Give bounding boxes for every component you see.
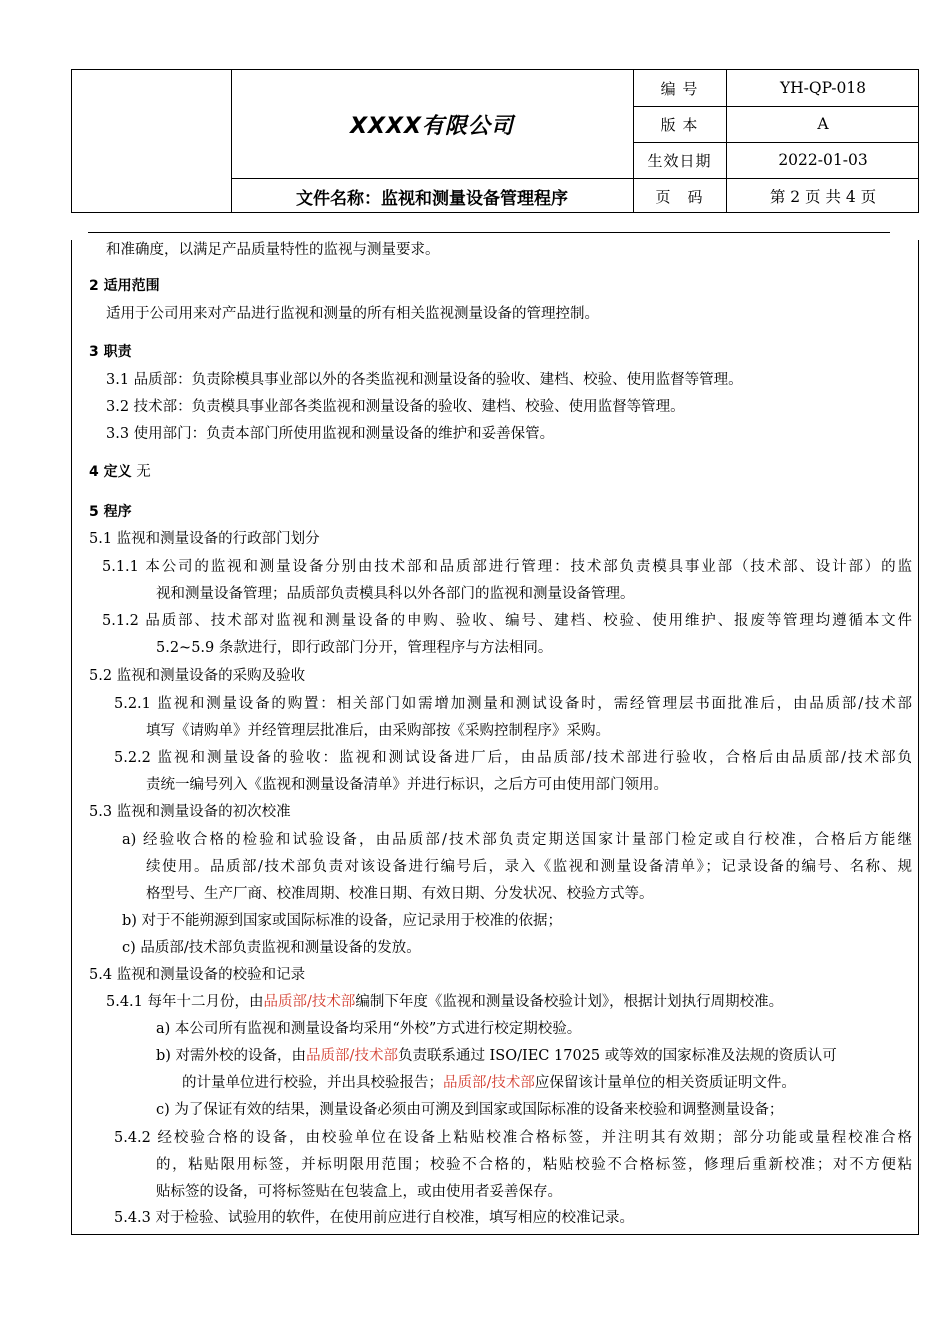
body-line: 3.3 使用部门：负责本部门所使用监视和测量设备的维护和妥善保管。	[106, 426, 555, 442]
body-line: 视和测量设备管理；品质部负责模具科以外各部门的监视和测量设备管理。	[156, 586, 635, 602]
body-line: 和准确度，以满足产品质量特性的监视与测量要求。	[106, 242, 440, 258]
value-version: A	[817, 115, 829, 133]
body-line: 5.4.3 对于检验、试验用的软件，在使用前应进行自校准，填写相应的校准记录。	[114, 1210, 635, 1226]
body-line: 续使用。品质部/技术部负责对该设备进行编号后，录入《监视和测量设备清单》；记录设备的编号、名称、规	[146, 859, 912, 875]
section-heading-procedure: 5 程序	[89, 504, 132, 520]
body-line: c) 为了保证有效的结果，测量设备必须由可溯及到国家或国际标准的设备来校验和调整测量设备；	[156, 1102, 784, 1118]
body-line: c) 品质部/技术部负责监视和测量设备的发放。	[122, 940, 421, 956]
body-line: 责统一编号列入《监视和测量设备清单》并进行标识，之后方可由使用部门领用。	[146, 777, 668, 793]
body-line: a) 经验收合格的检验和试验设备，由品质部/技术部负责定期送国家计量部门检定或自行校准，合格后方能继	[122, 832, 912, 848]
document-title: 文件名称：监视和测量设备管理程序	[296, 188, 568, 209]
body-line: 3.2 技术部：负责模具事业部各类监视和测量设备的验收、建档、校验、使用监督等管理。	[106, 399, 685, 415]
subsection-heading: 5.2 监视和测量设备的采购及验收	[89, 668, 306, 684]
subsection-heading: 5.1 监视和测量设备的行政部门划分	[89, 531, 320, 547]
label-version: 版 本	[660, 115, 699, 134]
body-line: b) 对于不能朔源到国家或国际标准的设备，应记录用于校准的依据；	[122, 913, 563, 929]
label-page: 页 码	[655, 187, 704, 206]
text-run: 5.4.1 每年十二月份，由	[106, 994, 264, 1010]
body-line: 填写《请购单》并经管理层批准后，由采购部按《采购控制程序》采购。	[146, 723, 610, 739]
body-line	[156, 1046, 837, 1066]
body-line: 格型号、生产厂商、校准周期、校准日期、有效日期、分发状况、校验方式等。	[146, 886, 654, 902]
body-line: a) 本公司所有监视和测量设备均采用“外校”方式进行校定期校验。	[156, 1021, 582, 1037]
label-doc-number: 编 号	[660, 79, 699, 98]
body-line: 的，粘贴限用标签，并标明限用范围；校验不合格的，粘贴校验不合格标签，修理后重新校准；对不方便粘	[156, 1157, 912, 1173]
header-divider	[88, 232, 890, 233]
section-heading-responsibility: 3 职责	[89, 344, 132, 360]
text-run: 应保留该计量单位的相关资质证明文件。	[534, 1075, 796, 1091]
body-line: 5.2~5.9 条款进行，即行政部门分开，管理程序与方法相同。	[156, 640, 553, 656]
body-line: 适用于公司用来对产品进行监视和测量的所有相关监视测量设备的管理控制。	[106, 306, 599, 322]
document-header-table	[71, 69, 919, 213]
body-line: 3.1 品质部：负责除模具事业部以外的各类监视和测量设备的验收、建档、校验、使用监督等管理。	[106, 372, 743, 388]
highlighted-department: 品质部/技术部	[443, 1075, 535, 1091]
value-doc-number: YH-QP-018	[779, 79, 867, 97]
text-run: 负责联系通过 ISO/IEC 17025 或等效的国家标准及法规的资质认可	[397, 1048, 837, 1064]
highlighted-department: 品质部/技术部	[263, 994, 356, 1010]
definition-label: 4 定义	[89, 464, 132, 480]
body-line: 5.4.2 经校验合格的设备，由校验单位在设备上粘贴校准合格标签，并注明其有效期；部分功能或量程校准合格	[114, 1130, 912, 1146]
text-run: b) 对需外校的设备，由	[156, 1048, 307, 1064]
section-heading-scope: 2 适用范围	[89, 278, 160, 294]
section-heading-definition	[89, 462, 151, 482]
highlighted-department: 品质部/技术部	[306, 1048, 398, 1064]
document-body	[71, 240, 919, 1235]
label-effective-date: 生效日期	[647, 151, 712, 170]
body-line: 5.1.2 品质部、技术部对监视和测量设备的申购、验收、编号、建档、校验、使用维护、报废等管理均遵循本文件	[102, 613, 912, 629]
subsection-heading: 5.4 监视和测量设备的校验和记录	[89, 967, 306, 983]
text-run: 编制下年度《监视和测量设备校验计划》，根据计划执行周期校准。	[355, 994, 784, 1010]
company-name: XXXX有限公司	[350, 113, 514, 139]
body-line: 5.2.1 监视和测量设备的购置：相关部门如需增加测量和测试设备时，需经管理层书面批准后，由品质部/技术部	[114, 696, 912, 712]
body-line	[106, 992, 783, 1012]
body-line: 贴标签的设备，可将标签贴在包装盒上，或由使用者妥善保存。	[156, 1184, 562, 1200]
value-page: 第 2 页 共 4 页	[769, 188, 877, 206]
definition-text: 无	[136, 464, 151, 480]
subsection-heading: 5.3 监视和测量设备的初次校准	[89, 804, 291, 820]
body-line: 5.2.2 监视和测量设备的验收：监视和测试设备进厂后，由品质部/技术部进行验收，合格后由品质部/技术部负	[114, 750, 912, 766]
value-effective-date: 2022-01-03	[778, 151, 868, 169]
body-line	[182, 1073, 796, 1093]
body-line: 5.1.1 本公司的监视和测量设备分别由技术部和品质部进行管理：技术部负责模具事业部（技术部、设计部）的监	[102, 559, 912, 575]
text-run: 的计量单位进行校验，并出具校验报告；	[182, 1075, 443, 1091]
